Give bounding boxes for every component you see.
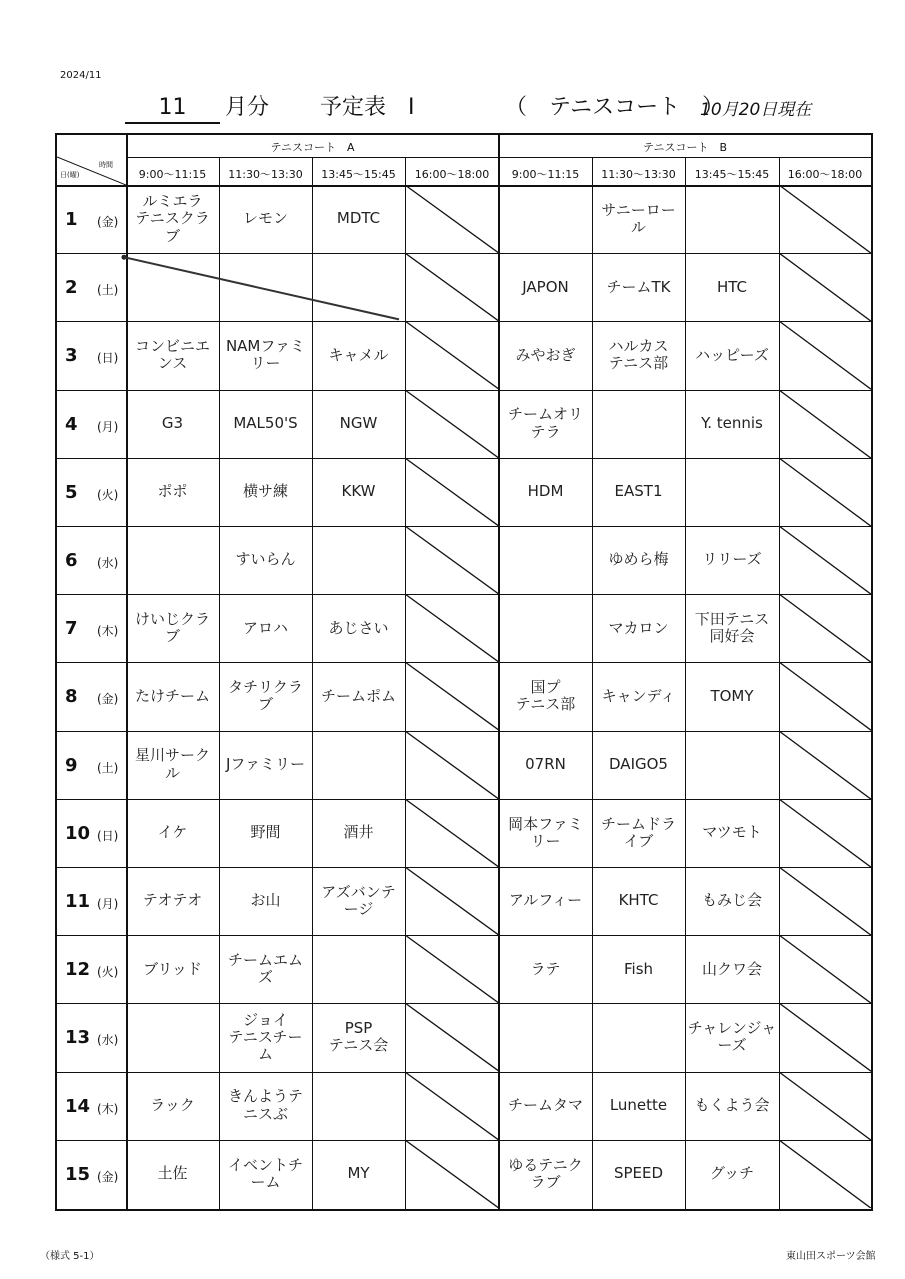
day-of-week: (水): [97, 1033, 119, 1048]
time-slot-header: 16:00～18:00: [414, 168, 490, 181]
unavailable-slot-slash: [779, 1003, 871, 1071]
unavailable-slot-slash: [405, 1072, 499, 1140]
court-b-title: テニスコート B: [642, 141, 728, 154]
unavailable-slot-slash: [405, 867, 499, 935]
unavailable-slot-slash: [405, 253, 499, 321]
day-of-week: (火): [97, 965, 119, 980]
slot-column-line: [219, 157, 220, 1209]
booking-cell: Lunette: [609, 1096, 668, 1115]
slot-column-line: [592, 157, 593, 1209]
day-number: 11: [65, 891, 91, 912]
booking-cell: チームTK: [606, 277, 671, 296]
booking-cell: [314, 528, 403, 592]
booking-cell: 国プ テニス部: [515, 678, 576, 714]
unavailable-slot-slash: [779, 390, 871, 458]
unavailable-slot-slash: [405, 799, 499, 867]
time-slot-header: 9:00～11:15: [138, 168, 207, 181]
booking-cell: [314, 937, 403, 1001]
booking-cell: NAMファミリー: [225, 337, 306, 373]
booking-cell: 土佐: [157, 1164, 188, 1183]
booking-cell: チームタマ: [507, 1096, 583, 1115]
booking-cell: ハッピーズ: [695, 345, 769, 364]
day-number: 13: [65, 1027, 91, 1049]
unavailable-slot-slash: [405, 1140, 499, 1208]
court-label: （ テニスコート ）: [505, 95, 725, 120]
day-of-week: (火): [97, 487, 119, 502]
booking-cell: コンビニエンス: [134, 337, 210, 373]
unavailable-slot-slash: [779, 321, 871, 389]
unavailable-slot-slash: [779, 253, 871, 321]
booking-cell: たけチーム: [134, 686, 210, 705]
booking-cell: マカロン: [608, 618, 669, 637]
booking-cell: MDTC: [336, 209, 381, 228]
booking-cell: ラテ: [530, 959, 561, 978]
booking-cell: [687, 733, 777, 797]
booking-cell: DAIGO5: [609, 755, 668, 774]
day-number: 6: [65, 550, 78, 571]
booking-cell: [687, 187, 777, 251]
month-label: 月分: [225, 95, 270, 120]
time-slot-header: 13:45～15:45: [694, 168, 770, 181]
booking-cell: ゆめら梅: [608, 550, 669, 569]
booking-cell: イケ: [157, 823, 188, 842]
booking-cell: [501, 1005, 590, 1069]
booking-cell: あじさい: [328, 618, 389, 637]
day-of-week: (金): [97, 692, 119, 707]
day-number: 3: [65, 345, 78, 367]
booking-cell: 野間: [250, 823, 281, 842]
booking-cell: レモン: [242, 209, 288, 228]
booking-cell: お山: [250, 891, 281, 910]
time-slot-header: 16:00～18:00: [787, 168, 863, 181]
booking-cell: [501, 528, 590, 592]
booking-cell: [128, 1005, 217, 1069]
unavailable-slot-slash: [779, 526, 871, 594]
unavailable-slot-slash: [405, 662, 499, 730]
booking-cell: キャンディ: [601, 686, 676, 705]
booking-cell: ラック: [150, 1096, 195, 1115]
booking-cell: ジョイ テニスチーム: [228, 1010, 303, 1064]
booking-cell: チームポム: [320, 686, 396, 705]
unavailable-slot-slash: [779, 458, 871, 526]
booking-cell: チャレンジャーズ: [687, 1019, 777, 1055]
day-of-week: (木): [97, 624, 119, 639]
booking-cell: MY: [347, 1164, 370, 1183]
day-of-week: (金): [97, 1169, 119, 1184]
as-of-date: 10月20日現在: [700, 100, 812, 120]
date-code: 2024/11: [60, 70, 102, 81]
form-code: （様式 5-1）: [40, 1251, 100, 1262]
booking-cell: EAST1: [614, 482, 663, 501]
unavailable-slot-slash: [405, 390, 499, 458]
schedule-label: 予定表 Ⅰ: [320, 95, 415, 120]
unavailable-slot-slash: [405, 731, 499, 799]
booking-cell: 下田テニス 同好会: [694, 610, 770, 646]
booking-cell: [594, 392, 683, 456]
unavailable-slot-slash: [779, 185, 871, 253]
booking-cell: PSP テニス会: [328, 1019, 389, 1055]
time-slot-header: 11:30～13:30: [228, 168, 303, 181]
booking-cell: KKW: [341, 482, 376, 501]
day-number: 9: [65, 754, 78, 776]
day-number: 5: [65, 481, 78, 503]
booking-cell: [128, 528, 217, 592]
day-number: 12: [65, 959, 91, 981]
booking-cell: すいらん: [235, 550, 296, 569]
day-of-week: (日): [97, 351, 119, 366]
day-number: 15: [65, 1163, 91, 1185]
booking-cell: Fish: [623, 959, 654, 978]
unavailable-slot-slash: [779, 731, 871, 799]
booking-cell: 星川サークル: [134, 746, 210, 782]
day-number: 2: [65, 277, 78, 299]
booking-cell: チームエムズ: [227, 951, 303, 987]
booking-cell: HTC: [716, 277, 748, 296]
booking-cell: きんようテニスぶ: [227, 1087, 303, 1123]
booking-cell: NGW: [339, 414, 378, 433]
booking-cell: サニーロール: [601, 200, 676, 237]
day-of-week: (水): [97, 556, 119, 570]
booking-cell: みやおぎ: [515, 345, 576, 364]
booking-cell: 横サ練: [242, 482, 288, 501]
booking-cell: グッチ: [709, 1164, 755, 1183]
unavailable-slot-slash: [779, 1072, 871, 1140]
corner-day-label: 日(曜): [60, 171, 80, 179]
unavailable-slot-slash: [405, 1003, 499, 1071]
unavailable-slot-slash: [779, 662, 871, 730]
unavailable-slot-slash: [405, 594, 499, 662]
time-slot-header: 9:00～11:15: [511, 168, 580, 181]
title-row: [125, 94, 885, 126]
booking-cell: アズバンテージ: [321, 882, 396, 919]
booking-cell: MAL50'S: [233, 414, 298, 433]
month-number: 11: [125, 94, 220, 124]
day-of-week: (木): [97, 1101, 119, 1116]
booking-cell: 酒井: [343, 823, 374, 842]
unavailable-slot-slash: [405, 935, 499, 1003]
time-slot-header: 11:30～13:30: [601, 168, 676, 181]
unavailable-slot-slash: [405, 526, 499, 594]
booking-cell: JAPON: [522, 277, 569, 296]
booking-cell: KHTC: [618, 891, 659, 910]
slot-column-line: [312, 157, 313, 1209]
day-number: 1: [65, 209, 78, 230]
day-of-week: (土): [97, 760, 119, 775]
booking-cell: Y. tennis: [701, 414, 763, 433]
booking-cell: 山クワ会: [701, 959, 762, 978]
booking-cell: もくよう会: [694, 1096, 770, 1115]
booking-cell: ブリッド: [143, 959, 202, 978]
booking-cell: [687, 460, 777, 524]
booking-cell: G3: [161, 414, 184, 433]
schedule-table: [55, 133, 873, 1211]
unavailable-slot-slash: [779, 867, 871, 935]
time-slot-header: 13:45～15:45: [321, 168, 396, 181]
booking-cell: イベントチーム: [227, 1155, 303, 1191]
booking-cell: [128, 255, 217, 319]
booking-cell: チームオリテラ: [507, 405, 583, 441]
unavailable-slot-slash: [405, 458, 499, 526]
booking-cell: Jファミリー: [225, 755, 306, 774]
booking-cell: キャメル: [328, 345, 389, 364]
unavailable-slot-slash: [405, 321, 499, 389]
booking-cell: [594, 1005, 683, 1069]
booking-cell: [501, 596, 590, 660]
booking-cell: [501, 187, 590, 251]
unavailable-slot-slash: [405, 185, 499, 253]
booking-cell: TOMY: [710, 686, 754, 705]
booking-cell: アロハ: [242, 618, 288, 637]
booking-cell: 07RN: [525, 755, 566, 774]
day-number: 4: [65, 413, 78, 435]
booking-cell: マツモト: [702, 823, 762, 842]
booking-cell: ポポ: [157, 482, 188, 501]
day-of-week: (月): [97, 419, 119, 434]
corner-time-label: 時間: [99, 161, 113, 169]
organization-name: 東山田スポーツ会館: [786, 1251, 876, 1262]
booking-cell: [314, 255, 403, 319]
court-a-title: テニスコート A: [270, 141, 355, 154]
booking-cell: 岡本ファミリー: [508, 814, 583, 850]
booking-cell: ハルカス テニス部: [608, 337, 669, 373]
slot-column-line: [685, 157, 686, 1209]
day-of-week: (土): [97, 283, 119, 298]
booking-cell: テオテオ: [142, 891, 203, 910]
booking-cell: リリーズ: [702, 550, 762, 569]
booking-cell: チームドライブ: [600, 814, 676, 850]
booking-cell: [221, 255, 310, 319]
booking-cell: けいじクラブ: [134, 610, 210, 646]
unavailable-slot-slash: [779, 935, 871, 1003]
booking-cell: HDM: [527, 482, 564, 501]
day-number: 14: [65, 1095, 91, 1117]
booking-cell: もみじ会: [701, 891, 762, 910]
booking-cell: [314, 733, 403, 797]
booking-cell: SPEED: [613, 1164, 664, 1183]
day-of-week: (金): [97, 215, 119, 229]
booking-cell: [314, 1074, 403, 1138]
day-number: 10: [65, 822, 91, 844]
booking-cell: アルフィー: [508, 891, 583, 910]
day-number: 7: [65, 618, 78, 640]
day-of-week: (月): [97, 897, 119, 911]
booking-cell: ゆるテニクラブ: [508, 1155, 583, 1191]
booking-cell: ルミエラ テニスクラブ: [135, 192, 210, 245]
unavailable-slot-slash: [779, 1140, 871, 1208]
unavailable-slot-slash: [779, 594, 871, 662]
unavailable-slot-slash: [779, 799, 871, 867]
day-of-week: (日): [97, 828, 119, 843]
day-number: 8: [65, 686, 78, 708]
booking-cell: タチリクラブ: [228, 678, 303, 714]
